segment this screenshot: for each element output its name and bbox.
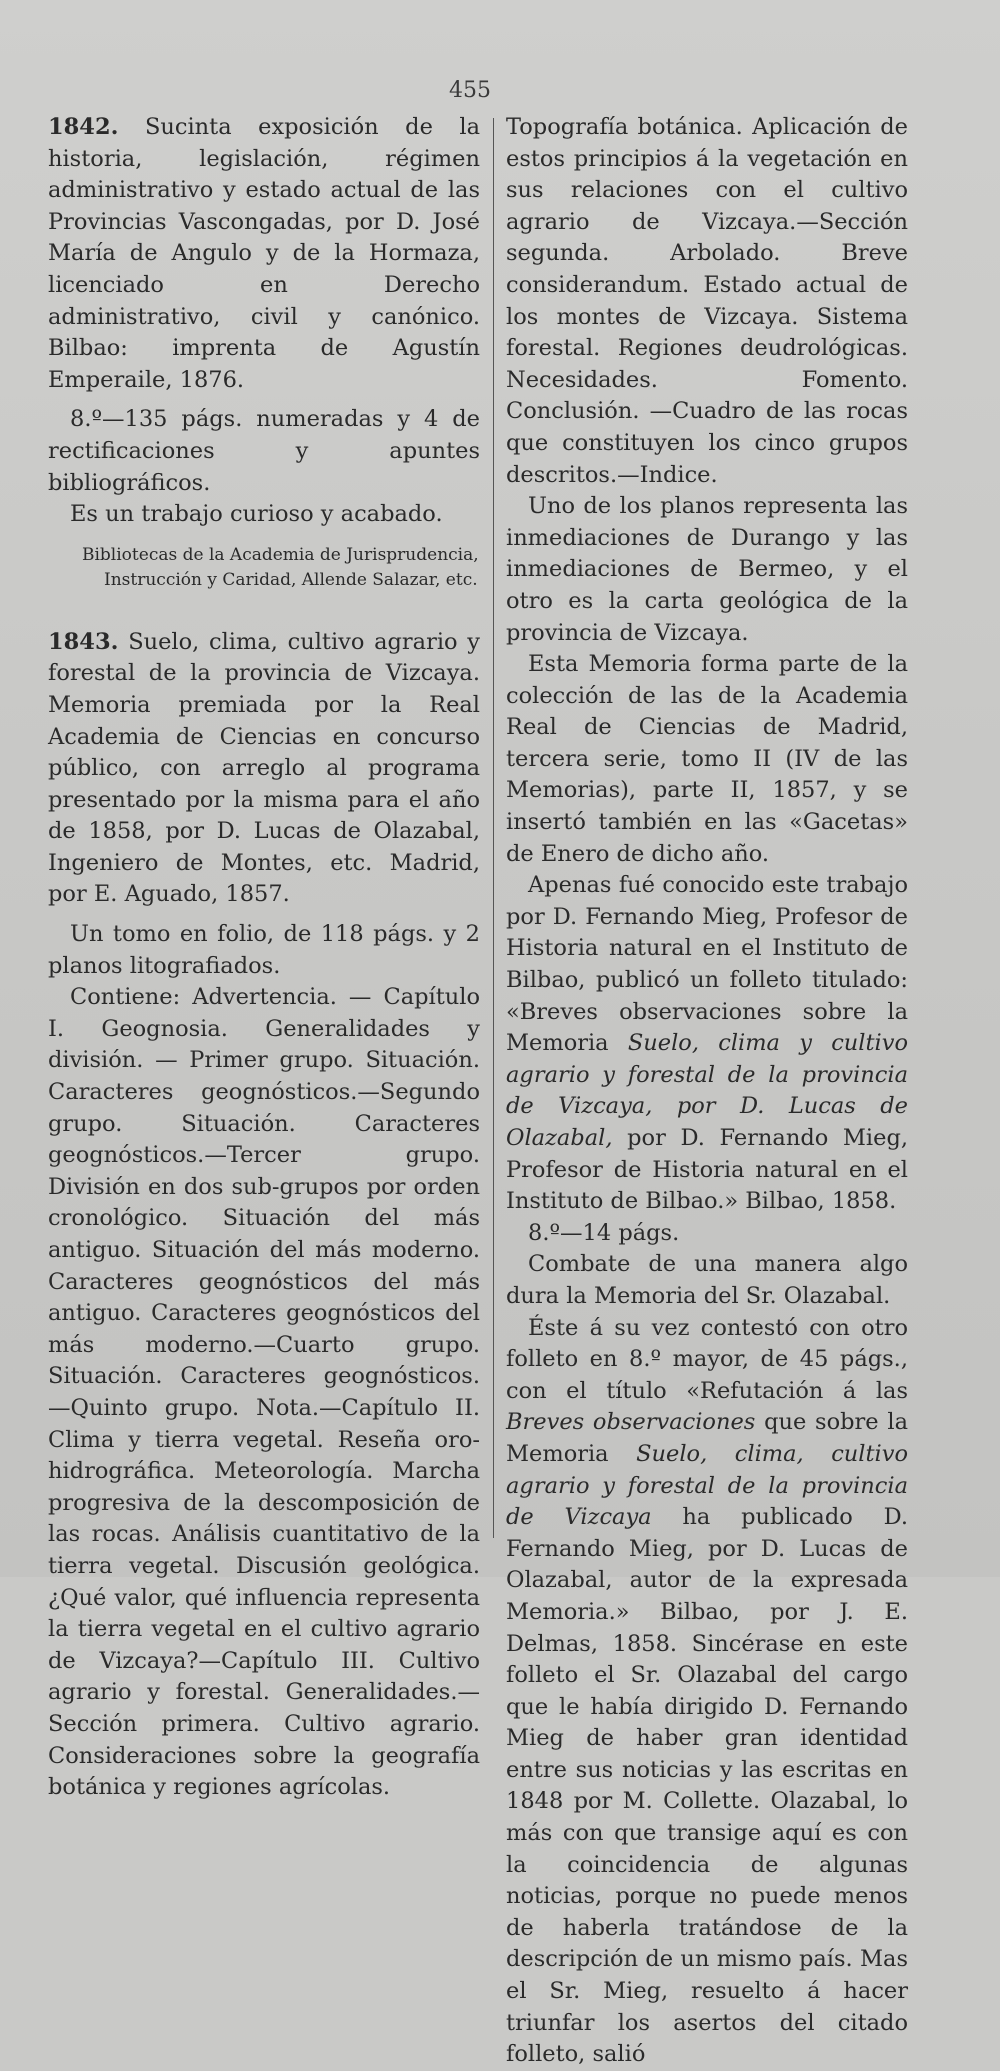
paragraph: Combate de una manera algo dura la Memoria del Sr. Olazabal. bbox=[506, 1251, 908, 1309]
column-divider bbox=[493, 118, 494, 1538]
entry-title: Sucinta exposición de la historia, legislación, régimen administrativo y estado actual de las Provincias Vascongadas, por D. José María de Angulo y de la Hormaza, licenciado en Derecho administrativo, civil y canónico. Bilbao: imprenta de Agustín Emperaile, 1876. bbox=[48, 114, 481, 393]
entry-contents: Contiene: Advertencia. — Capítulo I. Geognosia. Generalidades y división. — Primer grupo. Situación. Caracteres geognósticos.—Segundo grupo. Situación. Caracteres geognósticos.—Tercer grupo. División en dos sub-grupos por orden cronológico. Situación del más antiguo. Situación del más moderno. Caracteres geognósticos del más antiguo. Caracteres geognósticos del más moderno.—Cuarto grupo. Situación. Caracteres geognósticos.—Quinto grupo. Nota.—Capítulo II. Clima y tierra vegetal. Reseña oro-hidrográfica. Meteorología. Marcha progresiva de la descomposición de las rocas. Análisis cuantitativo de la tierra vegetal. Discusión geológica. ¿Qué valor, qué influencia representa la tierra vegetal en el cultivo agrario de Vizcaya?—Capítulo III. Cultivo agrario y forestal. Generalidades.—Sección primera. Cultivo agrario. Consideraciones sobre la geografía botánica y regiones agrícolas. bbox=[48, 984, 480, 1801]
text-run: que sobre la Memoria bbox=[506, 1409, 908, 1467]
entry-number: 1842. bbox=[48, 114, 119, 140]
paragraph: Uno de los planos representa las inmediaciones de Durango y las inmediaciones de Bermeo, y el otro es la carta geológica de la provincia de Vizcaya. bbox=[506, 493, 908, 646]
text-run: Éste á su vez contestó con otro folleto en 8.º mayor, de 45 págs., con el título «Refutación á las bbox=[506, 1314, 908, 1404]
italic-title: Suelo, clima, cultivo agrario y forestal de la provincia de Vizcaya bbox=[506, 1440, 908, 1531]
entry-format: 8.º—135 págs. numeradas y 4 de rectificaciones y apuntes bibliográficos. bbox=[48, 406, 480, 496]
entry-number: 1843. bbox=[48, 628, 119, 655]
left-column bbox=[48, 112, 480, 1804]
entry-format: Un tomo en folio, de 118 págs. y 2 planos litografiados. bbox=[48, 921, 480, 979]
text-run: por D. Fernando Mieg, Profesor de Historia natural en el Instituto de Bilbao.» Bilbao, 1858. bbox=[506, 1125, 908, 1215]
italic-title: Breves observaciones bbox=[506, 1409, 756, 1436]
page-number: 455 bbox=[449, 78, 491, 103]
text-run: Apenas fué conocido este trabajo por D. Fernando Mieg, Profesor de Historia natural en el Instituto de Bilbao, publicó un folleto titulado: «Breves observaciones sobre la Memoria bbox=[506, 872, 908, 1057]
paragraph: 8.º—14 págs. bbox=[528, 1219, 680, 1246]
entry-1843-heading bbox=[48, 627, 480, 911]
paragraph: Esta Memoria forma parte de la colección de las de la Academia Real de Ciencias de Madrid, tercera serie, tomo II (IV de las Memorias), parte II, 1857, y se insertó también en las «Gacetas» de Enero de dicho año. bbox=[506, 651, 908, 867]
paragraph bbox=[506, 1313, 908, 2071]
italic-title: Suelo, clima y cultivo agrario y forestal de la provincia de Vizcaya, por D. Lucas de Olazabal, bbox=[506, 1030, 908, 1151]
paragraph: Topografía botánica. Aplicación de estos principios á la vegetación en sus relaciones con el cultivo agrario de Vizcaya.—Sección segunda. Arbolado. Breve considerandum. Estado actual de los montes de Vizcaya. Sistema forestal. Regiones deudrológicas. Necesidades. Fomento. Conclusión. —Cuadro de las rocas que constituyen los cinco grupos descritos.—Indice. bbox=[506, 114, 908, 488]
paragraph bbox=[506, 870, 908, 1218]
libraries-list bbox=[48, 543, 480, 593]
entry-title: Suelo, clima, cultivo agrario y forestal de la provincia de Vizcaya. Memoria premiada por la Real Academia de Ciencias en concurso público, con arreglo al programa presentado por la misma para el año de 1858, por D. Lucas de Olazabal, Ingeniero de Montes, etc. Madrid, por E. Aguado, 1857. bbox=[48, 628, 480, 908]
entry-1842-heading bbox=[48, 112, 480, 396]
libraries-line: Bibliotecas de la Academia de Jurisprudencia, bbox=[82, 544, 479, 565]
text-run: ha publicado D. Fernando Mieg, por D. Lucas de Olazabal, autor de la expresada Memoria.» Bilbao, por J. E. Delmas, 1858. Sincérase en este folleto el Sr. Olazabal del cargo que le había dirigido D. Fernando Mieg de haber gran identidad entre sus noticias y las escritas en 1848 por M. Collette. Olazabal, lo más con que transige aquí es con la coincidencia de algunas noticias, porque no puede menos de haberla tratándose de la descripción de un mismo país. Mas el Sr. Mieg, resuelto á hacer triunfar los asertos del citado folleto, salió bbox=[506, 1504, 909, 2068]
libraries-line: Instrucción y Caridad, Allende Salazar, etc. bbox=[104, 569, 478, 590]
right-column bbox=[506, 112, 908, 2071]
entry-note: Es un trabajo curioso y acabado. bbox=[70, 501, 443, 528]
